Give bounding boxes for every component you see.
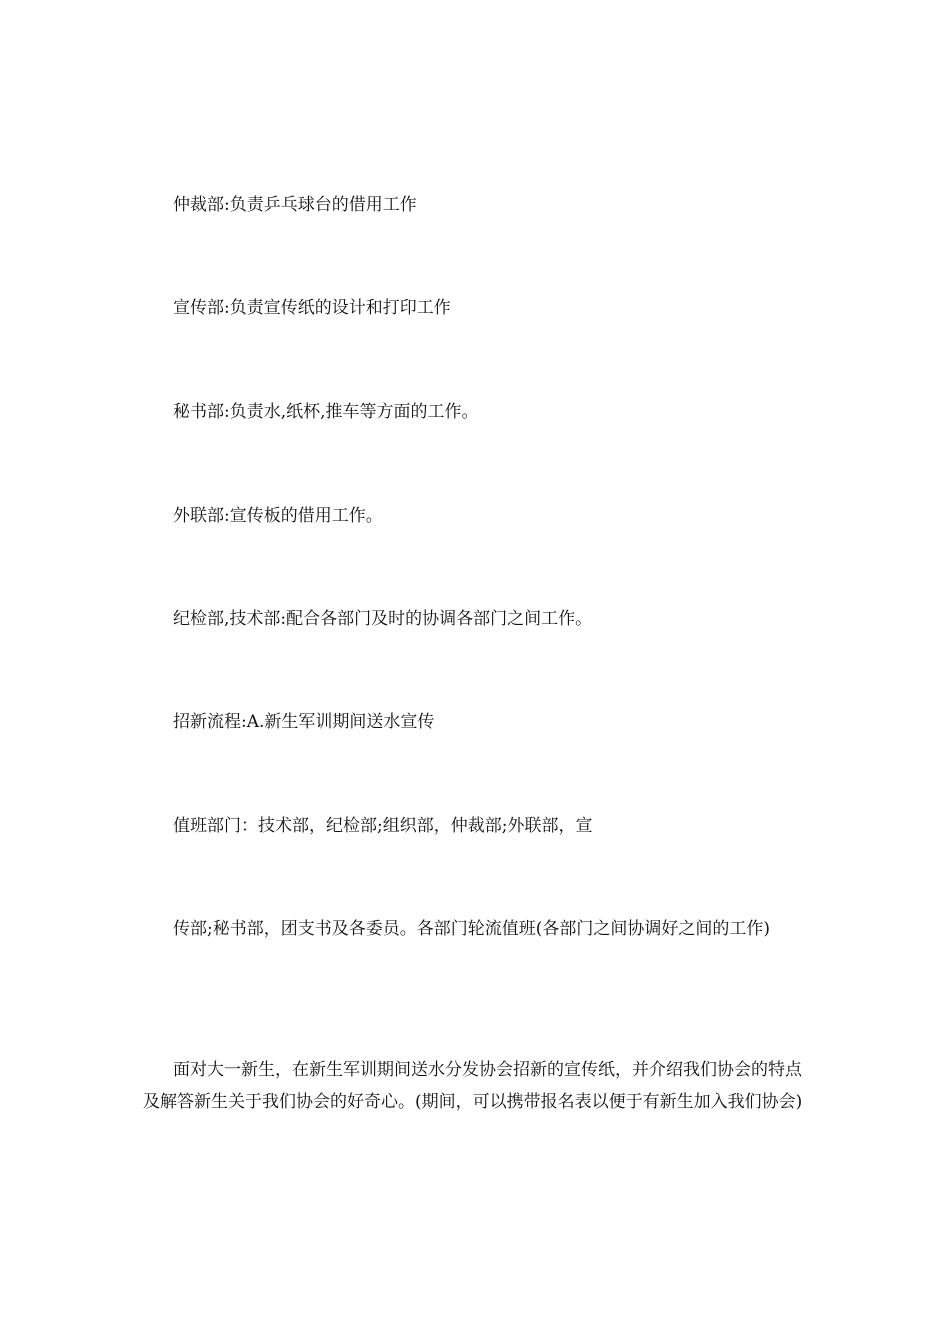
paragraph-duty-departments: 值班部门：技术部，纪检部;组织部，仲裁部;外联部，宣 (173, 816, 593, 836)
paragraph-freshman-outreach: 面对大一新生，在新生军训期间送水分发协会招新的宣传纸，并介绍我们协会的特点及解答新生关于我们协会的好奇心。(期间，可以携带报名表以便于有新生加入我们协会) (143, 1060, 803, 1112)
paragraph-discipline-tech-dept: 纪检部,技术部:配合各部门及时的协调各部门之间工作。 (173, 609, 593, 629)
paragraph-publicity-dept: 宣传部:负责宣传纸的设计和打印工作 (173, 298, 451, 318)
paragraph-duty-rotation: 传部;秘书部，团支书及各委员。各部门轮流值班(各部门之间协调好之间的工作) (173, 919, 770, 939)
paragraph-recruitment-process: 招新流程:A.新生军训期间送水宣传 (173, 712, 435, 732)
paragraph-secretariat-dept: 秘书部:负责水,纸杯,推车等方面的工作。 (173, 402, 479, 422)
paragraph-external-relations-dept: 外联部:宣传板的借用工作。 (173, 506, 383, 526)
paragraph-arbitration-dept: 仲裁部:负责乒乓球台的借用工作 (173, 195, 417, 215)
